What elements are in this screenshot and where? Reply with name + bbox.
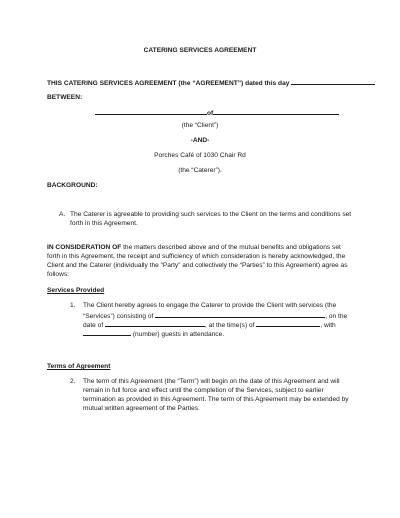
background-heading: BACKGROUND: bbox=[47, 182, 98, 189]
background-item-line-1: The Caterer is agreeable to providing such services to the Client on the terms and conditions set bbox=[70, 211, 352, 218]
client-address-blank[interactable] bbox=[213, 108, 339, 115]
services-description-blank[interactable] bbox=[155, 311, 325, 318]
services-line-4 bbox=[83, 329, 224, 339]
services-consisting-text: “Services”) consisting of bbox=[83, 313, 156, 320]
background-item-line-2: forth in this Agreement. bbox=[70, 220, 138, 227]
terms-line-4: mutual written agreement of the Parties. bbox=[83, 405, 200, 412]
consideration-lead: IN CONSIDERATION OF bbox=[47, 244, 122, 251]
terms-line-2: remain in full force and effect until the completion of the Services, subject to earlier bbox=[83, 387, 324, 394]
terms-line-3: termination as provided in this Agreement. The term of this Agreement may be extended by bbox=[83, 396, 349, 403]
consideration-line-1-rest: the matters described above and of the mutual benefits and obligations set bbox=[121, 244, 341, 251]
caterer-name: Porches Café of 1030 Chair Rd bbox=[154, 152, 246, 159]
client-name-blank[interactable] bbox=[95, 108, 207, 115]
date-day-blank[interactable] bbox=[291, 78, 375, 85]
terms-marker: 2. bbox=[70, 378, 76, 385]
client-name-line bbox=[95, 108, 339, 118]
services-with-text: , with bbox=[320, 322, 336, 329]
services-marker: 1. bbox=[70, 302, 76, 309]
services-guests-text: (number) guests in attendance. bbox=[131, 331, 225, 338]
services-date-text: date of bbox=[83, 322, 105, 329]
terms-heading: Terms of Agreement bbox=[47, 363, 111, 370]
consideration-line-3: Client and the Caterer (individually the “Party” and collectively the “Parties” to this Agreement) agree as bbox=[47, 262, 348, 269]
caterer-label: (the “Caterer”). bbox=[178, 167, 222, 174]
consideration-line-1 bbox=[47, 244, 341, 252]
services-heading: Services Provided bbox=[47, 287, 105, 294]
client-label: (the “Client”) bbox=[181, 122, 219, 129]
intro-text: THIS CATERING SERVICES AGREEMENT (the “AGREEMENT”) dated this day bbox=[47, 80, 290, 87]
intro-line bbox=[47, 78, 375, 88]
consideration-line-4: follows: bbox=[47, 271, 69, 278]
between-label: BETWEEN: bbox=[47, 94, 83, 101]
of-word: of bbox=[207, 110, 214, 117]
consideration-line-2: forth in this Agreement, the receipt and sufficiency of which consideration is hereby acknowledged, the bbox=[47, 253, 346, 260]
background-item-marker: A. bbox=[59, 211, 66, 218]
services-line-1: The Client hereby agrees to engage the Caterer to provide the Client with services (the bbox=[83, 302, 337, 309]
guest-count-blank[interactable] bbox=[83, 329, 131, 336]
document-title: CATERING SERVICES AGREEMENT bbox=[143, 47, 257, 54]
terms-line-1: The term of this Agreement (the “Term”) will begin on the date of this Agreement and will bbox=[83, 378, 340, 385]
and-separator: -AND- bbox=[190, 137, 210, 144]
services-time-text: , at the time(s) of bbox=[205, 322, 257, 329]
services-on-the-text: , on the bbox=[325, 313, 348, 320]
service-date-blank[interactable] bbox=[105, 320, 205, 327]
service-time-blank[interactable] bbox=[256, 320, 320, 327]
